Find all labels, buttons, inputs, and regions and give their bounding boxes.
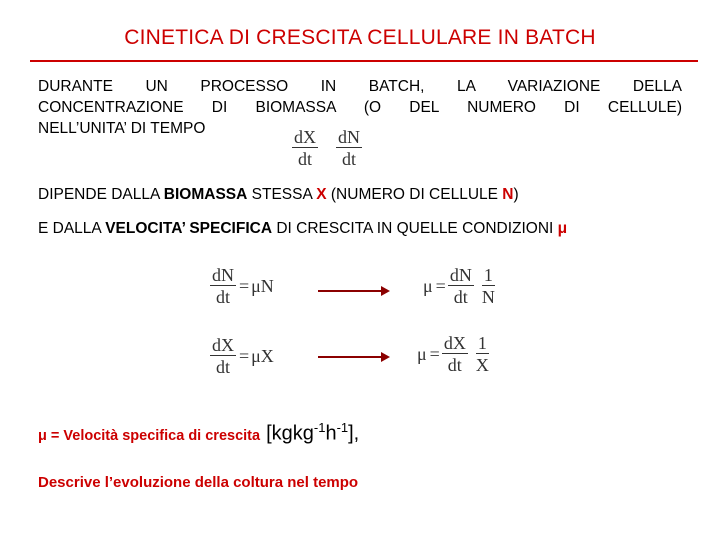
fraction-numerator: dN — [449, 265, 472, 285]
velocity-pre: E DALLA — [38, 220, 106, 237]
arrow-1 — [318, 290, 388, 292]
fraction-denominator: N — [481, 287, 495, 307]
mu-definition-label: μ = Velocità specifica di crescita — [38, 427, 261, 444]
depends-paren-close: ) — [513, 186, 519, 203]
velocity-line — [38, 218, 682, 239]
dn-dt-fraction — [210, 266, 236, 306]
one-over-n-fraction — [480, 266, 497, 306]
equation-1-right — [423, 266, 497, 306]
fraction-denominator: dt — [215, 287, 230, 307]
unit-exponent: -1 — [336, 420, 349, 435]
mu-definition — [38, 420, 359, 446]
intro-line-3: NELL’UNITA’ DI TEMPO — [38, 120, 206, 137]
page-title: CINETICA DI CRESCITA CELLULARE IN BATCH — [124, 26, 596, 49]
velocity-term: VELOCITA’ SPECIFICA — [105, 220, 273, 237]
dn-dt-fraction — [336, 128, 362, 168]
depends-mid: STESSA — [247, 186, 317, 203]
intro-line-2: CONCENTRAZIONE DI BIOMASSA (O DEL NUMERO DI CELLULE) — [38, 99, 682, 116]
intro-line-1: DURANTE UN PROCESSO IN BATCH, LA VARIAZIONE DELLA — [38, 78, 682, 95]
fraction-numerator: dN — [212, 265, 234, 285]
intro-derivatives — [292, 128, 362, 168]
fraction-numerator: 1 — [477, 333, 487, 353]
dn-dt-fraction — [448, 266, 474, 306]
equation-2-left — [210, 336, 274, 376]
biomassa-term: BIOMASSA — [163, 186, 248, 203]
fraction-denominator: X — [475, 355, 489, 375]
unit-part: h — [325, 422, 337, 445]
dx-dt-fraction — [210, 336, 236, 376]
title-underline — [30, 60, 698, 62]
dx-dt-fraction — [292, 128, 318, 168]
fraction-numerator: dX — [212, 335, 234, 355]
dx-dt-fraction — [442, 334, 468, 374]
fraction-denominator: dt — [341, 149, 356, 169]
fraction-numerator: dN — [338, 127, 360, 147]
equals-sign: = — [435, 276, 446, 296]
fraction-denominator: dt — [447, 355, 462, 375]
mu-symbol: μ — [557, 220, 568, 237]
equation-lhs: μ — [423, 276, 433, 296]
equation-1-left — [210, 266, 274, 306]
n-symbol: N — [502, 186, 514, 203]
depends-pre: DIPENDE DALLA — [38, 186, 164, 203]
unit-part: [kgkg — [266, 422, 314, 445]
fraction-numerator: 1 — [483, 265, 493, 285]
fraction-numerator: dX — [443, 333, 466, 353]
equation-rhs: μN — [251, 276, 274, 296]
fraction-denominator: dt — [215, 357, 230, 377]
fraction-denominator: dt — [297, 149, 312, 169]
equation-rhs: μX — [251, 346, 274, 366]
fraction-denominator: dt — [453, 287, 468, 307]
equals-sign: = — [239, 276, 250, 296]
x-symbol: X — [316, 186, 327, 203]
velocity-post: DI CRESCITA IN QUELLE CONDIZIONI — [272, 220, 558, 237]
unit-exponent: -1 — [313, 420, 326, 435]
one-over-x-fraction — [474, 334, 491, 374]
depends-line — [38, 184, 682, 205]
culture-description: Descrive l’evoluzione della coltura nel tempo — [38, 474, 359, 491]
mu-unit — [266, 420, 359, 446]
equals-sign: = — [239, 346, 250, 366]
equation-lhs: μ — [417, 344, 427, 364]
arrow-2 — [318, 356, 388, 358]
fraction-numerator: dX — [294, 127, 316, 147]
equals-sign: = — [429, 344, 440, 364]
depends-paren-open: (NUMERO DI CELLULE — [326, 186, 503, 203]
equation-2-right — [417, 334, 491, 374]
unit-part: ], — [348, 422, 360, 445]
